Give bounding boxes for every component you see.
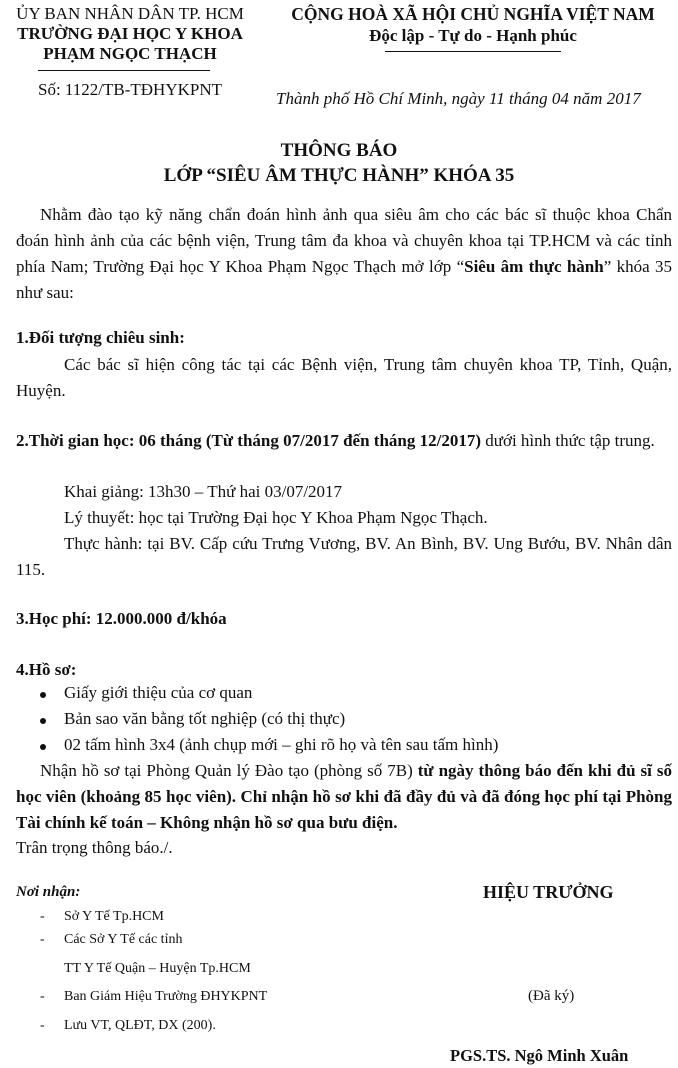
section4-heading: 4.Hồ sơ: (16, 660, 77, 679)
dash-marker: - (40, 1018, 45, 1033)
section2-heading: 2.Thời gian học: 06 tháng (Từ tháng 07/2017 đến tháng 12/2017) dưới hình thức tập trung. (16, 431, 655, 450)
recipient-item: Lưu VT, QLĐT, DX (200). (64, 1018, 216, 1033)
nation-title: CỘNG HOÀ XÃ HỘI CHỦ NGHĨA VIỆT NAM (291, 4, 655, 24)
notice-title: THÔNG BÁO (280, 140, 398, 161)
place-date: Thành phố Hồ Chí Minh, ngày 11 tháng 04 năm 2017 (276, 89, 641, 108)
dash-marker: - (40, 989, 45, 1004)
section3-heading: 3.Học phí: 12.000.000 đ/khóa (16, 609, 227, 628)
section2-practice: Thực hành: tại BV. Cấp cứu Trưng Vương, BV. An Bình, BV. Ung Bướu, BV. Nhân dân 115. (16, 534, 672, 579)
course-name: Siêu âm thực hành (464, 257, 604, 276)
signatory-name: PGS.TS. Ngô Minh Xuân (450, 1046, 629, 1065)
section1-heading: 1.Đối tượng chiêu sinh: (16, 328, 185, 347)
intro-paragraph: Nhằm đào tạo kỹ năng chẩn đoán hình ảnh qua siêu âm cho các bác sĩ thuộc khoa Chẩn đoán hình ảnh của các bệnh viện, Trung tâm đa khoa và chuyên khoa tại TP.HCM và các tỉnh phía Nam; Trường Đại học Y Khoa Phạm Ngọc Thạch mở lớp “Siêu âm thực hành” khóa 35 như sau: (16, 205, 672, 302)
recipients-label: Nơi nhận: (16, 884, 81, 900)
motto-underline (385, 51, 561, 52)
notice-subtitle: LỚP “SIÊU ÂM THỰC HÀNH” KHÓA 35 (163, 165, 515, 186)
recipient-item: Ban Giám Hiệu Trường ĐHYKPNT (64, 989, 268, 1004)
bullet-icon (40, 744, 46, 750)
recipient-item: Các Sở Y Tế các tỉnh (64, 932, 183, 947)
org-name-line3: PHẠM NGỌC THẠCH (43, 44, 217, 63)
section1-body: Các bác sĩ hiện công tác tại các Bệnh viện, Trung tâm chuyên khoa TP, Tỉnh, Quận, Huyện. (16, 355, 672, 400)
bullet-icon (40, 692, 46, 698)
section2-opening: Khai giảng: 13h30 – Thứ hai 03/07/2017 (64, 482, 343, 501)
closing-line: Trân trọng thông báo./. (16, 838, 173, 857)
org-underline (38, 70, 210, 71)
document-item: Bản sao văn bằng tốt nghiệp (có thị thực) (64, 709, 346, 728)
document-number: Số: 1122/TB-TĐHYKPNT (37, 80, 222, 99)
org-name-line2: TRƯỜNG ĐẠI HỌC Y KHOA (17, 24, 243, 43)
bullet-icon (40, 718, 46, 724)
signed-note: (Đã ký) (528, 988, 575, 1004)
section2-theory: Lý thuyết: học tại Trường Đại học Y Khoa Phạm Ngọc Thạch. (64, 508, 488, 527)
dash-marker: - (40, 909, 45, 924)
signatory-title: HIỆU TRƯỞNG (483, 882, 614, 902)
recipient-item: Sở Y Tế Tp.HCM (64, 909, 164, 924)
dash-marker: - (40, 932, 45, 947)
nation-motto: Độc lập - Tự do - Hạnh phúc (369, 26, 577, 45)
org-name-line1: ỦY BAN NHÂN DÂN TP. HCM (16, 4, 244, 23)
document-item: 02 tấm hình 3x4 (ảnh chụp mới – ghi rõ họ và tên sau tấm hình) (64, 735, 499, 754)
recipient-item: TT Y Tế Quận – Huyện Tp.HCM (64, 961, 251, 976)
document-item: Giấy giới thiệu của cơ quan (64, 683, 253, 702)
submission-paragraph: Nhận hồ sơ tại Phòng Quản lý Đào tạo (phòng số 7B) từ ngày thông báo đến khi đủ sĩ số học viên (khoảng 85 học viên). Chỉ nhận hồ sơ khi đã đầy đủ và đã đóng học phí tại Phòng Tài chính kế toán – Không nhận hồ sơ qua bưu điện. (16, 761, 672, 832)
